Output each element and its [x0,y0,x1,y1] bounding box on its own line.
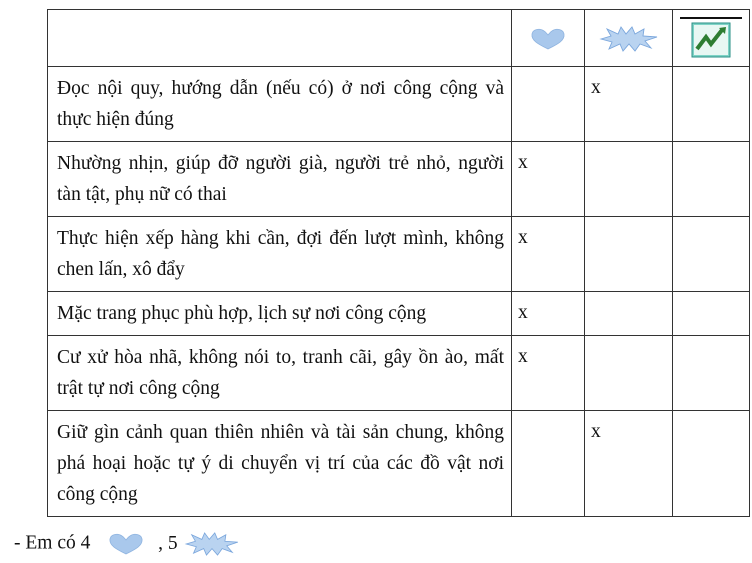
summary-separator: , 5 [158,532,178,554]
table-body [48,67,750,517]
table-row [48,142,750,217]
summary-heart-icon [107,533,145,555]
table-row [48,411,750,517]
row-mark-col-2: x [585,67,673,142]
row-mark-col-3 [673,67,750,142]
row-mark-col-1: x [512,142,585,217]
heart-icon [530,28,566,50]
row-mark-col-3 [673,336,750,411]
row-mark-col-2 [585,292,673,336]
chart-top-rule [680,17,742,19]
row-text: Đọc nội quy, hướng dẫn (nếu có) ở nơi công cộng và thực hiện đúng [48,67,512,142]
row-mark-col-3 [673,292,750,336]
row-mark-col-2 [585,217,673,292]
row-text: Cư xử hòa nhã, không nói to, tranh cãi, gây ồn ào, mất trật tự nơi công cộng [48,336,512,411]
summary-line [14,529,240,558]
header-chart-cell [673,10,750,67]
table-row [48,67,750,142]
row-mark-col-3 [673,217,750,292]
row-text: Thực hiện xếp hàng khi cần, đợi đến lượt mình, không chen lấn, xô đẩy [48,217,512,292]
table-header-row [48,10,750,67]
row-mark-col-1: x [512,292,585,336]
row-text: Mặc trang phục phù hợp, lịch sự nơi công cộng [48,292,512,336]
header-star-cell [585,10,673,67]
table-row [48,336,750,411]
row-mark-col-2 [585,142,673,217]
summary-prefix: - Em có 4 [14,532,91,554]
row-mark-col-3 [673,411,750,517]
header-empty-cell [48,10,512,67]
row-mark-col-1 [512,67,585,142]
summary-star-icon [184,532,240,556]
row-text: Nhường nhịn, giúp đỡ người già, người trẻ nhỏ, người tàn tật, phụ nữ có thai [48,142,512,217]
row-mark-col-2: x [585,411,673,517]
row-text: Giữ gìn cảnh quan thiên nhiên và tài sản chung, không phá hoại hoặc tự ý di chuyển vị trí của các đồ vật nơi công cộng [48,411,512,517]
header-heart-cell [512,10,585,67]
table-row [48,292,750,336]
table-row [48,217,750,292]
self-assessment-table [47,9,750,517]
row-mark-col-1: x [512,217,585,292]
spiky-star-icon [599,26,659,52]
row-mark-col-1 [512,411,585,517]
row-mark-col-3 [673,142,750,217]
row-mark-col-1: x [512,336,585,411]
row-mark-col-2 [585,336,673,411]
chart-icon [691,22,731,58]
